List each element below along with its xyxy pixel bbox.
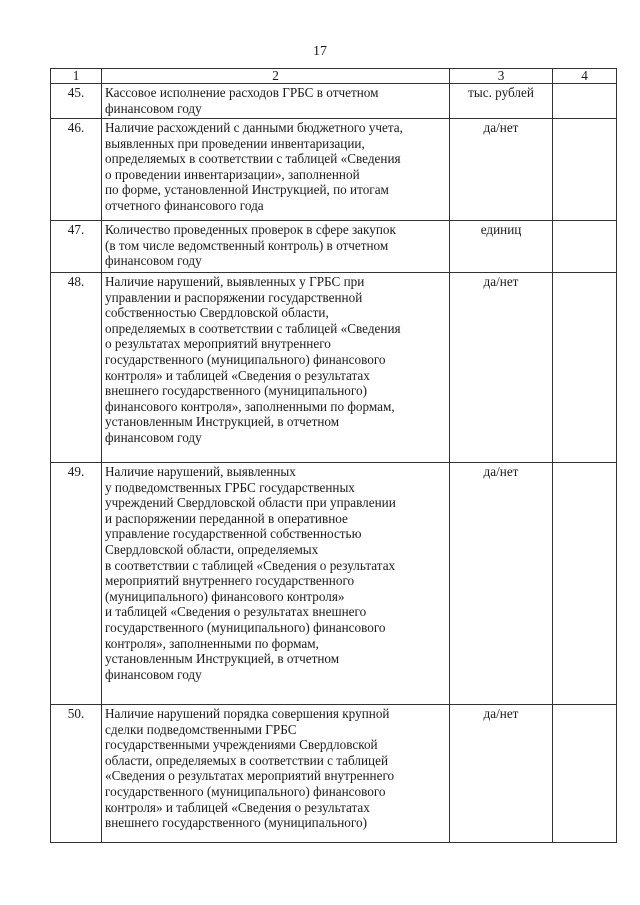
row-description: Наличие нарушений, выявленных у подведомственных ГРБС государственных учреждений Свердловской области при управлении и распоряжении переданной в оперативное управление государственной собственностью Свердловской области, определяемых в соответствии с таблицей «Сведения о результатах мероприятий внутреннего государственного (муниципального) финансового контроля» и таблицей «Сведения о результатах внешнего государственного (муниципального) финансового контроля», заполненными по формам, установленным Инструкцией, в отчетном финансовом году	[102, 463, 450, 705]
row-description: Количество проведенных проверок в сфере закупок (в том числе ведомственный контроль) в отчетном финансовом году	[102, 221, 450, 273]
row-description: Наличие нарушений порядка совершения крупной сделки подведомственными ГРБС государственными учреждениями Свердловской области, определяемых в соответствии с таблицей «Сведения о результатах мероприятий внутреннего государственного (муниципального) финансового контроля» и таблицей «Сведения о результатах внешнего государственного (муниципального)	[102, 705, 450, 843]
row-value	[553, 705, 617, 843]
page-number: 17	[313, 44, 327, 59]
row-unit: да/нет	[450, 463, 553, 705]
row-description: Наличие нарушений, выявленных у ГРБС при управлении и распоряжении государственной собственностью Свердловской области, определяемых в соответствии с таблицей «Сведения о результатах мероприятий внутреннего государственного (муниципального) финансового контроля» и таблицей «Сведения о результатах внешнего государственного (муниципального) финансового контроля», заполненными по формам, установленным Инструкцией, в отчетном финансовом году	[102, 273, 450, 463]
row-value	[553, 463, 617, 705]
row-number: 48.	[51, 273, 102, 463]
row-number: 50.	[51, 705, 102, 843]
row-value	[553, 119, 617, 221]
header-col-3: 3	[450, 69, 553, 84]
table-header-row	[51, 69, 617, 84]
row-number: 47.	[51, 221, 102, 273]
row-value	[553, 84, 617, 119]
table-row	[51, 705, 617, 843]
row-unit: да/нет	[450, 705, 553, 843]
row-number: 46.	[51, 119, 102, 221]
row-unit: да/нет	[450, 273, 553, 463]
header-col-4: 4	[553, 69, 617, 84]
table-row	[51, 84, 617, 119]
row-unit: единиц	[450, 221, 553, 273]
table-row	[51, 273, 617, 463]
indicators-table	[50, 68, 617, 843]
row-value	[553, 273, 617, 463]
table-row	[51, 463, 617, 705]
table-row	[51, 119, 617, 221]
row-value	[553, 221, 617, 273]
header-col-1: 1	[51, 69, 102, 84]
row-unit: тыс. рублей	[450, 84, 553, 119]
table-row	[51, 221, 617, 273]
row-number: 45.	[51, 84, 102, 119]
row-description: Наличие расхождений с данными бюджетного учета, выявленных при проведении инвентаризации, определяемых в соответствии с таблицей «Сведения о проведении инвентаризации», заполненной по форме, установленной Инструкцией, по итогам отчетного финансового года	[102, 119, 450, 221]
row-description: Кассовое исполнение расходов ГРБС в отчетном финансовом году	[102, 84, 450, 119]
row-number: 49.	[51, 463, 102, 705]
header-col-2: 2	[102, 69, 450, 84]
row-unit: да/нет	[450, 119, 553, 221]
